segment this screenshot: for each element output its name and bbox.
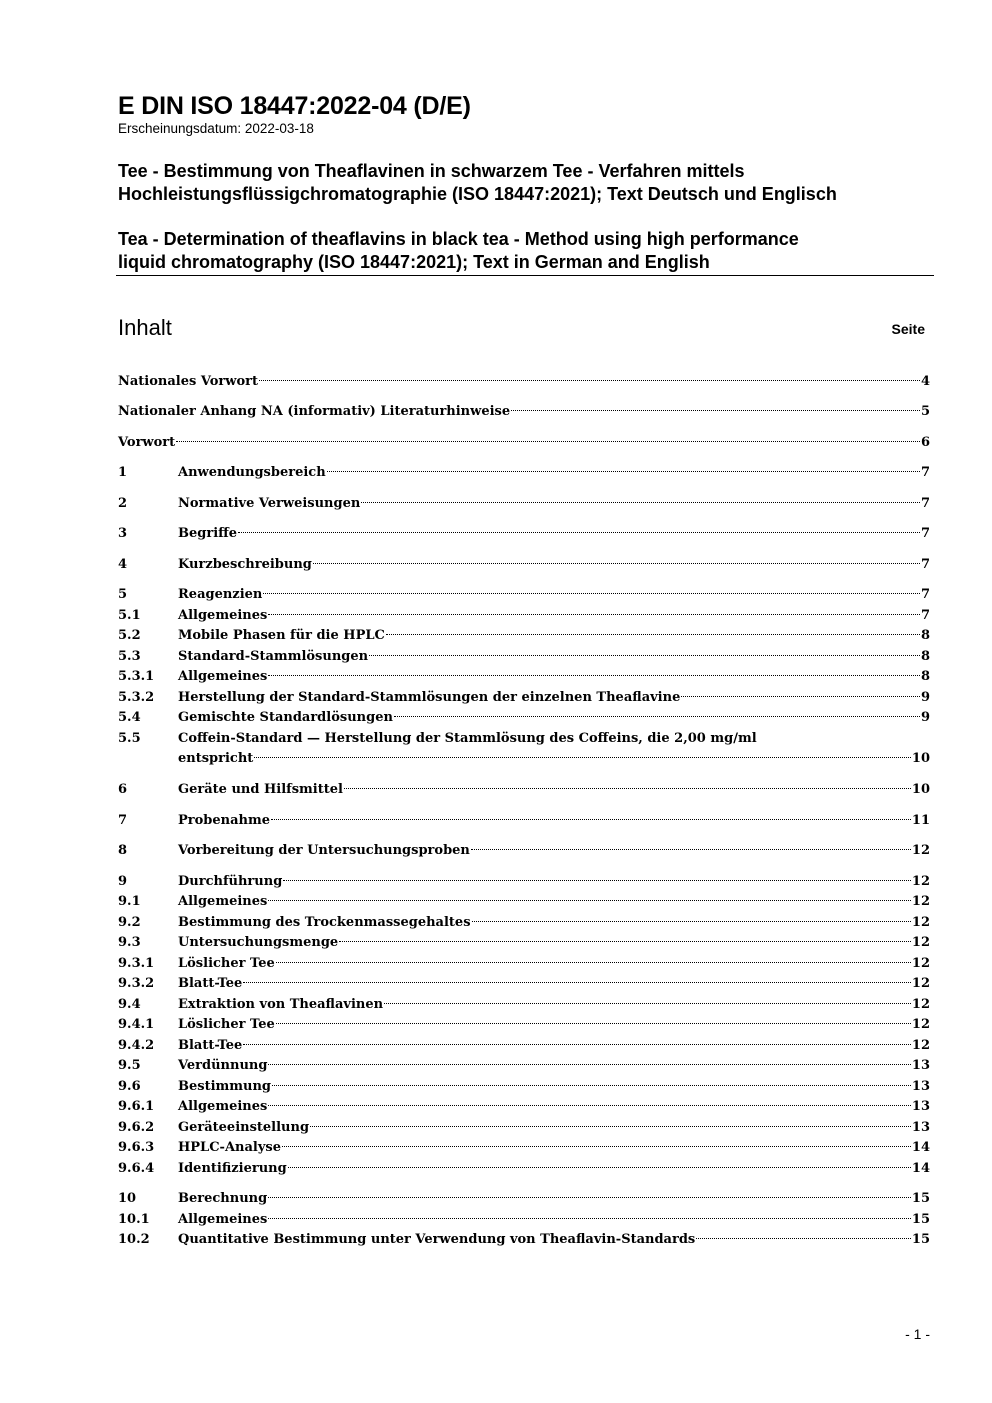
toc-entry[interactable] [118,1097,930,1117]
toc-entry[interactable] [118,1036,930,1056]
toc-entry-title: Bestimmung [178,1079,272,1094]
toc-entry-number: 7 [118,813,128,828]
toc-entry-number: 9.6.3 [118,1140,155,1155]
toc-entry-title: Allgemeines [178,608,268,623]
toc-heading: Inhalt [118,315,172,340]
toc-entry[interactable] [118,585,930,605]
toc-entry-page: 12 [911,915,930,930]
toc-entry[interactable] [118,1056,930,1076]
title-german-line: Hochleistungsflüssigchromatographie (ISO 18447:2021); Text Deutsch und Englisch [118,184,837,204]
toc-entry-page: 12 [911,1017,930,1032]
toc-entry-page: 12 [911,997,930,1012]
toc-entry-page: 13 [911,1120,930,1135]
toc-dot-leader [339,941,911,942]
toc-entry-title: Quantitative Bestimmung unter Verwendung von Theaflavin-Standards [178,1232,696,1247]
toc-entry-number: 5.3.1 [118,669,155,684]
toc-dot-leader [254,757,911,758]
toc-entry-title: Blatt-Tee [178,1038,243,1053]
toc-entry-title: Vorbereitung der Untersuchungsproben [178,843,470,858]
toc-dot-leader [394,716,920,717]
toc-entry[interactable] [118,1138,930,1158]
toc-entry[interactable] [118,372,930,392]
toc-entry-page: 12 [911,874,930,889]
toc-entry-page: 7 [920,608,930,623]
toc-entry-number: 9.4 [118,997,141,1012]
toc-entry-title: Anwendungsbereich [178,465,326,480]
toc-entry-number: 1 [118,465,128,480]
toc-entry[interactable] [118,974,930,994]
toc-dot-leader [268,900,911,901]
toc-entry-page: 7 [920,526,930,541]
toc-entry-page: 5 [920,404,930,419]
toc-entry-number: 5.3.2 [118,690,155,705]
toc-entry-title: Identifizierung [178,1161,287,1176]
toc-entry-page: 12 [911,894,930,909]
publication-date: Erscheinungsdatum: 2022-03-18 [118,121,314,136]
toc-entry-title: Normative Verweisungen [178,496,361,511]
toc-entry-title: HPLC-Analyse [178,1140,281,1155]
toc-entry-title: Löslicher Tee [178,956,275,971]
toc-entry-number: 9.3.1 [118,956,155,971]
toc-entry-number: 9.2 [118,915,141,930]
toc-entry[interactable] [118,606,930,626]
toc-entry[interactable] [118,892,930,912]
document-id: E DIN ISO 18447:2022-04 (D/E) [118,92,471,120]
toc-entry-title: Allgemeines [178,1099,268,1114]
toc-entry-number: 5 [118,587,128,602]
toc-entry[interactable] [118,688,930,708]
toc-entry-title: Standard-Stammlösungen [178,649,369,664]
toc-entry-title: Verdünnung [178,1058,268,1073]
toc-entry-number: 5.3 [118,649,141,664]
title-english-line: Tea - Determination of theaflavins in black tea - Method using high performance [118,229,799,249]
toc-dot-leader [268,1105,911,1106]
toc-entry-number: 5.2 [118,628,141,643]
toc-dot-leader [369,655,920,656]
toc-entry-title-continuation: entspricht [178,751,254,766]
toc-entry[interactable] [118,780,930,800]
toc-entry-page: 8 [920,669,930,684]
toc-entry-page: 7 [920,587,930,602]
toc-entry[interactable] [118,729,930,769]
toc-entry-page: 9 [920,710,930,725]
toc-entry-number: 9.6.4 [118,1161,155,1176]
toc-entry-page: 10 [911,751,930,766]
toc-dot-leader [327,471,920,472]
toc-page-column-label: Seite [891,321,925,337]
toc-entry-title: Begriffe [178,526,238,541]
toc-entry[interactable] [118,1159,930,1179]
toc-entry-number: 10.1 [118,1212,150,1227]
toc-entry[interactable] [118,1210,930,1230]
toc-entry-page: 13 [911,1099,930,1114]
toc-entry-number: 8 [118,843,128,858]
title-german-line: Tee - Bestimmung von Theaflavinen in schwarzem Tee - Verfahren mittels [118,161,745,181]
toc-entry[interactable] [118,913,930,933]
toc-dot-leader [361,502,920,503]
toc-entry-title: Löslicher Tee [178,1017,275,1032]
toc-entry-number: 5.1 [118,608,141,623]
toc-entry-page: 12 [911,976,930,991]
toc-entry-page: 15 [911,1232,930,1247]
toc-entry[interactable] [118,626,930,646]
toc-dot-leader [243,982,911,983]
toc-entry-page: 7 [920,557,930,572]
toc-entry[interactable] [118,1015,930,1035]
toc-entry-page: 12 [911,935,930,950]
toc-entry[interactable] [118,954,930,974]
toc-entry-number: 5.4 [118,710,141,725]
toc-entry[interactable] [118,1077,930,1097]
toc-entry-number: 9.1 [118,894,141,909]
toc-dot-leader [276,962,911,963]
toc-entry-number: 6 [118,782,128,797]
toc-entry-title: Probenahme [178,813,271,828]
toc-dot-leader [282,1146,911,1147]
toc-entry-page: 6 [920,435,930,450]
toc-entry[interactable] [118,1230,930,1250]
toc-dot-leader [310,1126,911,1127]
toc-dot-leader [268,614,920,615]
toc-entry-number: 10 [118,1191,137,1206]
page-number: - 1 - [905,1326,930,1342]
toc-dot-leader [268,1218,911,1219]
toc-entry-number: 9.4.2 [118,1038,155,1053]
toc-dot-leader [384,1003,911,1004]
toc-entry-number: 9.3.2 [118,976,155,991]
toc-entry[interactable] [118,872,930,892]
toc-dot-leader [271,819,911,820]
toc-dot-leader [681,696,920,697]
toc-entry-page: 4 [920,374,930,389]
toc-entry-number: 2 [118,496,128,511]
toc-dot-leader [472,921,911,922]
toc-entry-number: 9.6.1 [118,1099,155,1114]
toc-entry-page: 12 [911,956,930,971]
toc-entry-number: 4 [118,557,128,572]
toc-entry-title: Coffein-Standard — Herstellung der Stammlösung des Coffeins, die 2,00 mg/ml [178,731,757,746]
toc-entry-page: 8 [920,628,930,643]
toc-entry-number: 9.3 [118,935,141,950]
toc-dot-leader [511,410,920,411]
toc-dot-leader [288,1167,911,1168]
toc-entry-title: Geräteeinstellung [178,1120,310,1135]
toc-entry-page: 14 [911,1161,930,1176]
toc-entry-page: 12 [911,843,930,858]
toc-dot-leader [259,380,920,381]
toc-entry-title: Blatt-Tee [178,976,243,991]
toc-entry-page: 15 [911,1212,930,1227]
toc-entry[interactable] [118,1189,930,1209]
toc-dot-leader [276,1023,911,1024]
toc-entry-page: 8 [920,649,930,664]
toc-dot-leader [176,441,920,442]
toc-dot-leader [268,675,920,676]
toc-entry[interactable] [118,555,930,575]
toc-entry-title: Geräte und Hilfsmittel [178,782,343,797]
toc-entry[interactable] [118,647,930,667]
toc-dot-leader [386,634,920,635]
toc-entry-number: 10.2 [118,1232,150,1247]
toc-entry[interactable] [118,933,930,953]
toc-entry[interactable] [118,463,930,483]
toc-entry-title: Untersuchungsmenge [178,935,339,950]
toc-entry-page: 7 [920,465,930,480]
toc-entry-title: Vorwort [118,435,176,450]
toc-entry-page: 13 [911,1079,930,1094]
toc-entry-title: Durchführung [178,874,283,889]
toc-entry-page: 7 [920,496,930,511]
toc-entry-title: Allgemeines [178,894,268,909]
toc-dot-leader [471,849,911,850]
toc-entry[interactable] [118,811,930,831]
toc-dot-leader [344,788,911,789]
toc-entry-page: 9 [920,690,930,705]
toc-entry-title: Reagenzien [178,587,263,602]
toc-entry-page: 12 [911,1038,930,1053]
toc-entry-title: Extraktion von Theaflavinen [178,997,384,1012]
toc-entry-title: Allgemeines [178,669,268,684]
toc-entry-page: 15 [911,1191,930,1206]
toc-dot-leader [263,593,920,594]
toc-entry-title: Nationales Vorwort [118,374,258,389]
toc-entry-title: Gemischte Standardlösungen [178,710,393,725]
toc-entry-number: 9.5 [118,1058,141,1073]
toc-entry[interactable] [118,1118,930,1138]
toc-entry-page: 13 [911,1058,930,1073]
table-of-contents [118,0,930,1403]
toc-entry-page: 10 [911,782,930,797]
toc-entry[interactable] [118,708,930,728]
toc-entry-number: 9.6.2 [118,1120,155,1135]
toc-entry[interactable] [118,995,930,1015]
toc-dot-leader [268,1197,911,1198]
toc-entry[interactable] [118,841,930,861]
toc-entry-number: 5.5 [118,731,141,746]
toc-entry-number: 9.4.1 [118,1017,155,1032]
toc-entry-title: Nationaler Anhang NA (informativ) Literaturhinweise [118,404,511,419]
toc-entry-title: Berechnung [178,1191,268,1206]
title-english-line: liquid chromatography (ISO 18447:2021); Text in German and English [118,252,710,272]
toc-dot-leader [272,1085,911,1086]
toc-entry-number: 3 [118,526,128,541]
toc-entry-number: 9 [118,874,128,889]
toc-dot-leader [283,880,911,881]
toc-entry-title: Allgemeines [178,1212,268,1227]
toc-entry-title: Mobile Phasen für die HPLC [178,628,385,643]
toc-entry[interactable] [118,402,930,422]
toc-entry-title: Herstellung der Standard-Stammlösungen der einzelnen Theaflavine [178,690,681,705]
toc-entry-number: 9.6 [118,1079,141,1094]
toc-entry[interactable] [118,524,930,544]
toc-entry-title: Kurzbeschreibung [178,557,312,572]
toc-entry[interactable] [118,433,930,453]
toc-entry[interactable] [118,494,930,514]
toc-dot-leader [313,563,920,564]
toc-entry[interactable] [118,667,930,687]
toc-dot-leader [696,1238,911,1239]
toc-dot-leader [243,1044,911,1045]
toc-dot-leader [268,1064,910,1065]
toc-entry-title: Bestimmung des Trockenmassegehaltes [178,915,471,930]
toc-entry-page: 11 [911,813,930,828]
toc-entry-page: 14 [911,1140,930,1155]
toc-dot-leader [238,532,920,533]
